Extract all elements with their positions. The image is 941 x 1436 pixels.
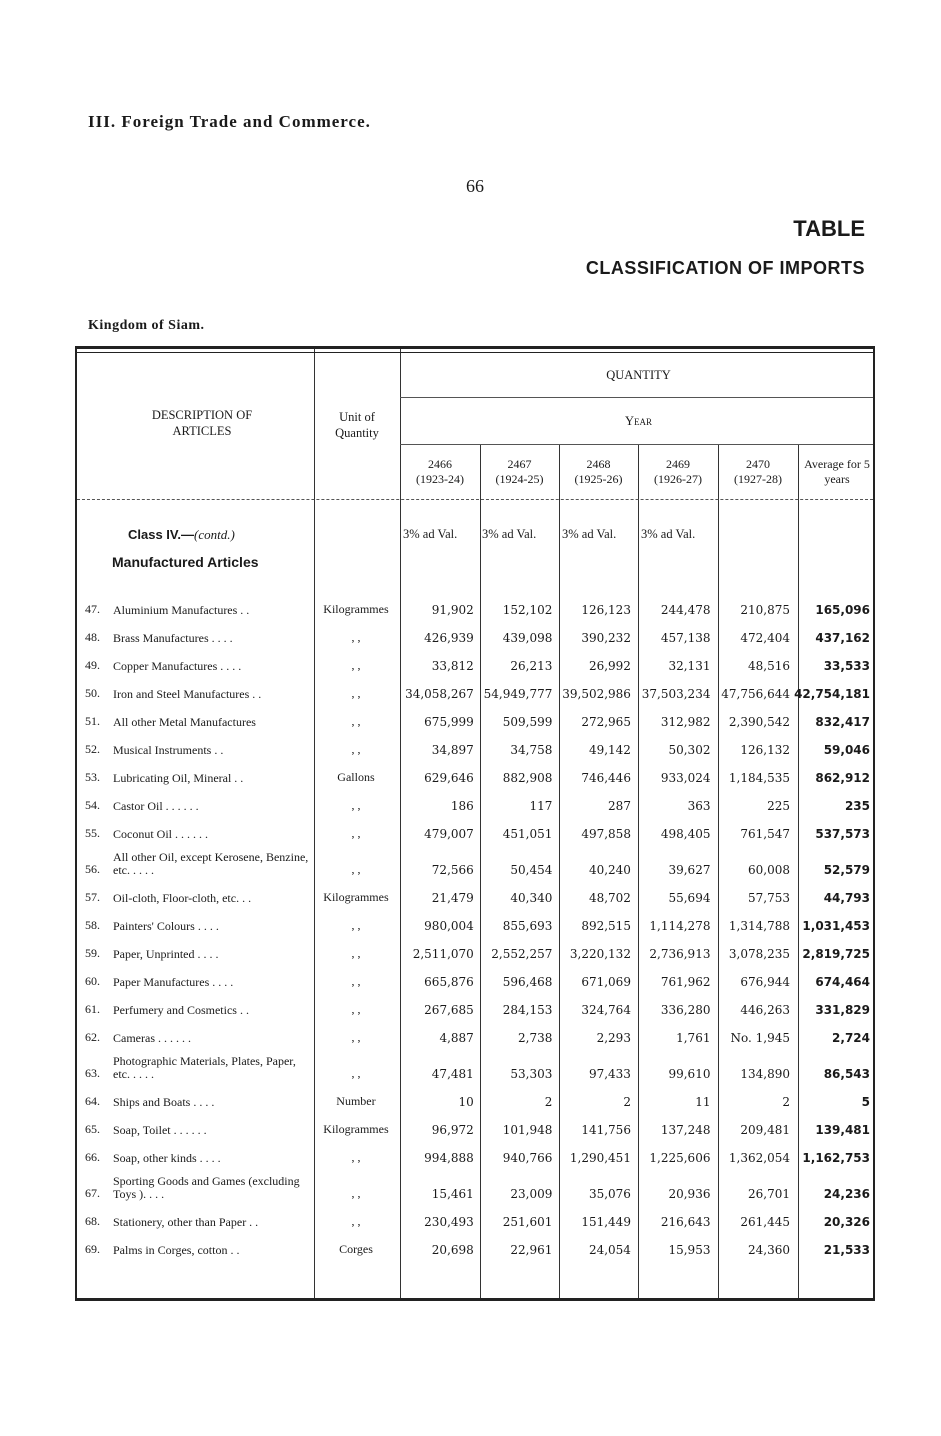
row-number: 65. [85,1122,100,1136]
col-header-average: Average for 5 years [804,457,870,486]
row-number: 54. [85,798,100,812]
table-row [77,729,873,757]
row-unit: , , [351,946,361,960]
row-value: 96,972 [431,1123,474,1137]
row-average: 42,754,181 [794,687,870,701]
row-description [77,933,314,961]
row-value: 451,051 [502,827,553,841]
row-article: All other Metal Manufactures [113,715,256,729]
row-value: 1,362,054 [728,1151,790,1165]
row-description [77,757,314,785]
row-description [77,617,314,645]
row-value: 20,698 [431,1243,474,1257]
row-value: 933,024 [660,771,711,785]
row-unit: , , [351,686,361,700]
row-average: 20,326 [823,1215,870,1229]
row-value: 39,502,986 [562,687,631,701]
row-value: 446,263 [740,1003,790,1017]
row-article: All other Oil, except Kerosene, Benzine, etc. . . . . [113,850,309,877]
row-value: 671,069 [581,975,631,989]
row-article: Painters' Colours . . . . [113,919,219,933]
row-value: 251,601 [502,1215,553,1229]
row-value: 994,888 [424,1151,474,1165]
row-unit: , , [351,1030,361,1044]
region-label: Kingdom of Siam. [88,318,205,333]
row-value: 267,685 [424,1003,474,1017]
table-row [77,1109,873,1137]
row-average: 21,533 [823,1243,870,1257]
row-article: Iron and Steel Manufactures . . [113,687,262,701]
row-number: 55. [85,826,100,840]
row-value: 596,468 [502,975,553,989]
row-article: Lubricating Oil, Mineral . . [113,771,244,785]
row-value: 2,552,257 [491,947,553,961]
row-average: 165,096 [815,603,870,617]
row-value: 2 [623,1095,631,1109]
row-value: 49,142 [588,743,631,757]
row-value: 940,766 [502,1151,553,1165]
row-value: 324,764 [581,1003,631,1017]
row-value: 11 [695,1095,711,1109]
row-article: Soap, Toilet . . . . . . [113,1123,207,1137]
table-title: CLASSIFICATION OF IMPORTS [585,258,865,278]
row-value: 882,908 [502,771,553,785]
row-value: 261,445 [740,1215,790,1229]
row-number: 62. [85,1030,100,1044]
row-average: 33,533 [823,659,870,673]
row-article: Ships and Boats . . . . [113,1095,215,1109]
row-description [77,841,314,877]
row-description [77,1229,314,1257]
row-value: 99,610 [668,1067,711,1081]
table-row [77,1201,873,1229]
row-value: 336,280 [660,1003,711,1017]
row-value: 141,756 [581,1123,631,1137]
ad-valorem-note: 3% ad Val. [403,527,458,541]
row-number: 48. [85,630,100,644]
row-value: 2,736,913 [649,947,711,961]
row-unit: , , [351,658,361,672]
row-value: 509,599 [502,715,553,729]
row-value: 225 [767,799,790,813]
row-value: 137,248 [660,1123,711,1137]
row-value: 216,643 [660,1215,711,1229]
row-value: 2,738 [518,1031,553,1045]
row-value: 675,999 [424,715,474,729]
row-number: 69. [85,1242,100,1256]
row-value: 60,008 [747,863,790,877]
row-average: 5 [861,1095,870,1109]
page-number: 66 [466,176,484,196]
row-average: 235 [844,799,870,813]
table-row [77,589,873,617]
row-value: 2,511,070 [412,947,474,961]
row-value: 10 [458,1095,474,1109]
row-unit: , , [351,742,361,756]
row-article: Aluminium Manufactures . . [113,603,250,617]
year-header: 2466 (1923-24) [416,457,464,486]
row-number: 66. [85,1150,100,1164]
row-average: 862,912 [815,771,870,785]
table-row [77,905,873,933]
row-value: 472,404 [740,631,790,645]
row-number: 57. [85,890,100,904]
row-average: 1,162,753 [802,1151,870,1165]
row-unit: Number [336,1094,376,1108]
year-header: 2468 (1925-26) [574,457,623,486]
row-value: 23,009 [510,1187,553,1201]
row-average: 674,464 [815,975,870,989]
rule [77,352,873,353]
col-header-year: Year [624,414,653,428]
row-value: 312,982 [660,715,711,729]
row-unit: , , [351,1214,361,1228]
row-description [77,673,314,701]
row-article: Oil-cloth, Floor-cloth, etc. . . [113,891,252,905]
row-number: 63. [85,1066,100,1080]
row-number: 49. [85,658,100,672]
row-value: 34,758 [510,743,553,757]
row-value: 210,875 [740,603,790,617]
row-unit: Gallons [337,770,375,784]
col-header-quantity: QUANTITY [606,368,671,382]
row-value: 24,360 [747,1243,790,1257]
row-value: 498,405 [660,827,711,841]
table-row [77,1081,873,1109]
row-average: 24,236 [823,1187,870,1201]
row-value: 50,302 [668,743,711,757]
row-number: 67. [85,1186,100,1200]
row-value: 26,701 [747,1187,790,1201]
row-description [77,877,314,905]
row-value: 151,449 [581,1215,631,1229]
table-row [77,813,873,841]
row-article: Paper Manufactures . . . . [113,975,234,989]
table-row [77,1137,873,1165]
row-unit: , , [351,1150,361,1164]
row-value: 24,054 [588,1243,631,1257]
row-description [77,785,314,813]
rule [400,397,873,398]
row-value: 15,953 [668,1243,711,1257]
row-value: 2,390,542 [728,715,790,729]
row-value: 855,693 [502,919,553,933]
row-description [77,1017,314,1045]
row-value: 97,433 [588,1067,631,1081]
row-value: 134,890 [740,1067,790,1081]
row-value: 761,962 [660,975,711,989]
row-unit: Kilogrammes [323,602,389,616]
row-value: 761,547 [740,827,790,841]
table-row [77,841,873,877]
row-unit: , , [351,714,361,728]
table-row [77,645,873,673]
row-value: 72,566 [431,863,474,877]
row-value: 101,948 [502,1123,553,1137]
row-value: 272,965 [581,715,631,729]
row-value: 33,812 [431,659,474,673]
row-average: 832,417 [815,715,870,729]
row-average: 1,031,453 [802,919,870,933]
table-row [77,701,873,729]
table-row [77,673,873,701]
row-value: 479,007 [424,827,474,841]
row-article: Musical Instruments . . [113,743,224,757]
row-value: 2,293 [596,1031,631,1045]
row-description [77,1137,314,1165]
row-value: 34,897 [431,743,474,757]
row-number: 64. [85,1094,100,1108]
row-value: 48,516 [747,659,790,673]
table-row [77,961,873,989]
row-value: 363 [687,799,711,813]
row-value: 497,858 [581,827,631,841]
row-value: 47,481 [431,1067,474,1081]
row-description [77,645,314,673]
row-unit: , , [351,1186,361,1200]
ad-valorem-note: 3% ad Val. [641,527,696,541]
row-unit: Kilogrammes [323,890,389,904]
row-number: 50. [85,686,100,700]
table-row [77,617,873,645]
row-value: 980,004 [424,919,474,933]
row-value: 457,138 [660,631,711,645]
rule [400,444,873,445]
row-article: Coconut Oil . . . . . . [113,827,208,841]
row-value: 32,131 [668,659,711,673]
row-value: 1,225,606 [649,1151,711,1165]
row-value: 26,213 [510,659,553,673]
row-value: 426,939 [424,631,474,645]
row-number: 68. [85,1214,100,1228]
class-heading: Class IV.—(contd.) [128,527,235,542]
row-number: 61. [85,1002,100,1016]
row-value: 117 [529,799,553,813]
table-row [77,933,873,961]
row-average: 139,481 [815,1123,870,1137]
row-description [77,1165,314,1201]
ad-valorem-note: 3% ad Val. [482,527,537,541]
year-header: 2469 (1926-27) [654,457,702,486]
row-value: 57,753 [747,891,790,905]
table-row [77,877,873,905]
table-row [77,785,873,813]
row-value: 22,961 [510,1243,553,1257]
row-value: 47,756,644 [721,687,790,701]
row-description [77,813,314,841]
row-value: 1,761 [676,1031,711,1045]
row-value: 1,184,535 [728,771,790,785]
row-number: 60. [85,974,100,988]
row-value: 2 [544,1095,553,1109]
row-description [77,1045,314,1081]
row-unit: , , [351,826,361,840]
row-value: 186 [450,799,474,813]
row-number: 47. [85,602,100,616]
row-unit: , , [351,974,361,988]
row-value: 91,902 [431,603,474,617]
table-row [77,1045,873,1081]
row-value: 40,340 [510,891,553,905]
data-rows [77,589,873,1257]
row-article: Brass Manufactures . . . . [113,631,233,645]
row-average: 537,573 [815,827,870,841]
row-value: 676,944 [740,975,790,989]
row-value: 1,290,451 [569,1151,631,1165]
row-value: 126,123 [581,603,631,617]
row-value: 665,876 [424,975,474,989]
row-average: 44,793 [823,891,870,905]
imports-table [75,346,875,1301]
table-row [77,1165,873,1201]
row-value: 746,446 [581,771,631,785]
row-description [77,701,314,729]
row-article: Sporting Goods and Games (excluding Toys ). . . . [113,1174,300,1201]
row-value: 26,992 [588,659,631,673]
section-heading: III. Foreign Trade and Commerce. [88,112,371,131]
table-row [77,989,873,1017]
row-value: 230,493 [424,1215,474,1229]
class-subtitle: Manufactured Articles [112,554,259,570]
row-number: 59. [85,946,100,960]
row-value: 55,694 [668,891,711,905]
row-article: Paper, Unprinted . . . . [113,947,219,961]
row-article: Palms in Corges, cotton . . [113,1243,240,1257]
row-description [77,589,314,617]
row-value: 4,887 [439,1031,474,1045]
row-value: 40,240 [588,863,631,877]
row-value: 152,102 [502,603,553,617]
table-row [77,1017,873,1045]
row-value: 1,114,278 [649,919,711,933]
row-value: 48,702 [588,891,631,905]
row-value: 50,454 [510,863,553,877]
year-header: 2467 (1924-25) [495,457,544,486]
row-unit: , , [351,630,361,644]
ad-valorem-note: 3% ad Val. [562,527,617,541]
row-average: 2,724 [832,1031,870,1045]
row-number: 53. [85,770,100,784]
row-number: 52. [85,742,100,756]
row-article: Photographic Materials, Plates, Paper, etc. . . . . [113,1054,296,1081]
row-description [77,729,314,757]
row-unit: , , [351,918,361,932]
row-description [77,1201,314,1229]
row-unit: , , [351,798,361,812]
row-value: 35,076 [588,1187,631,1201]
row-average: 437,162 [815,631,870,645]
row-average: 52,579 [823,863,870,877]
row-value: 629,646 [424,771,474,785]
row-unit: , , [351,862,361,876]
row-value: 53,303 [510,1067,553,1081]
row-value: 439,098 [502,631,553,645]
row-average: 331,829 [815,1003,870,1017]
row-value: 126,132 [740,743,790,757]
table-row [77,1229,873,1257]
row-article: Stationery, other than Paper . . [113,1215,259,1229]
year-header: 2470 (1927-28) [734,457,782,486]
col-header-unit: Unit of Quantity [335,410,379,440]
row-description [77,989,314,1017]
row-value: 892,515 [581,919,631,933]
row-article: Copper Manufactures . . . . [113,659,242,673]
row-value: 15,461 [431,1187,474,1201]
row-value: 287 [608,799,631,813]
row-unit: Kilogrammes [323,1122,389,1136]
row-unit: , , [351,1002,361,1016]
table-row [77,757,873,785]
row-value: 244,478 [660,603,711,617]
row-unit: , , [351,1066,361,1080]
row-average: 86,543 [823,1067,870,1081]
row-value: 54,949,777 [483,687,553,701]
col-header-description: DESCRIPTION OF ARTICLES [151,408,253,438]
row-article: Castor Oil . . . . . . [113,799,199,813]
row-average: 2,819,725 [802,947,870,961]
row-description [77,905,314,933]
row-value: 39,627 [668,863,711,877]
row-value: 1,314,788 [728,919,790,933]
row-value: 390,232 [581,631,631,645]
row-value: 2 [782,1095,790,1109]
row-article: Soap, other kinds . . . . [113,1151,221,1165]
row-value: No. 1,945 [730,1031,790,1045]
row-unit: Corges [339,1242,373,1256]
row-value: 20,936 [668,1187,711,1201]
row-number: 58. [85,918,100,932]
row-value: 284,153 [502,1003,553,1017]
row-article: Cameras . . . . . . [113,1031,191,1045]
row-description [77,1109,314,1137]
row-number: 51. [85,714,100,728]
row-description [77,1081,314,1109]
row-value: 37,503,234 [641,687,711,701]
row-description [77,961,314,989]
row-value: 3,220,132 [569,947,631,961]
row-value: 34,058,267 [405,687,474,701]
row-number: 56. [85,862,100,876]
row-article: Perfumery and Cosmetics . . [113,1003,249,1017]
row-value: 3,078,235 [728,947,790,961]
rule [77,499,873,500]
row-value: 21,479 [431,891,474,905]
table-label: TABLE [793,216,865,241]
row-average: 59,046 [823,743,870,757]
row-value: 209,481 [740,1123,790,1137]
